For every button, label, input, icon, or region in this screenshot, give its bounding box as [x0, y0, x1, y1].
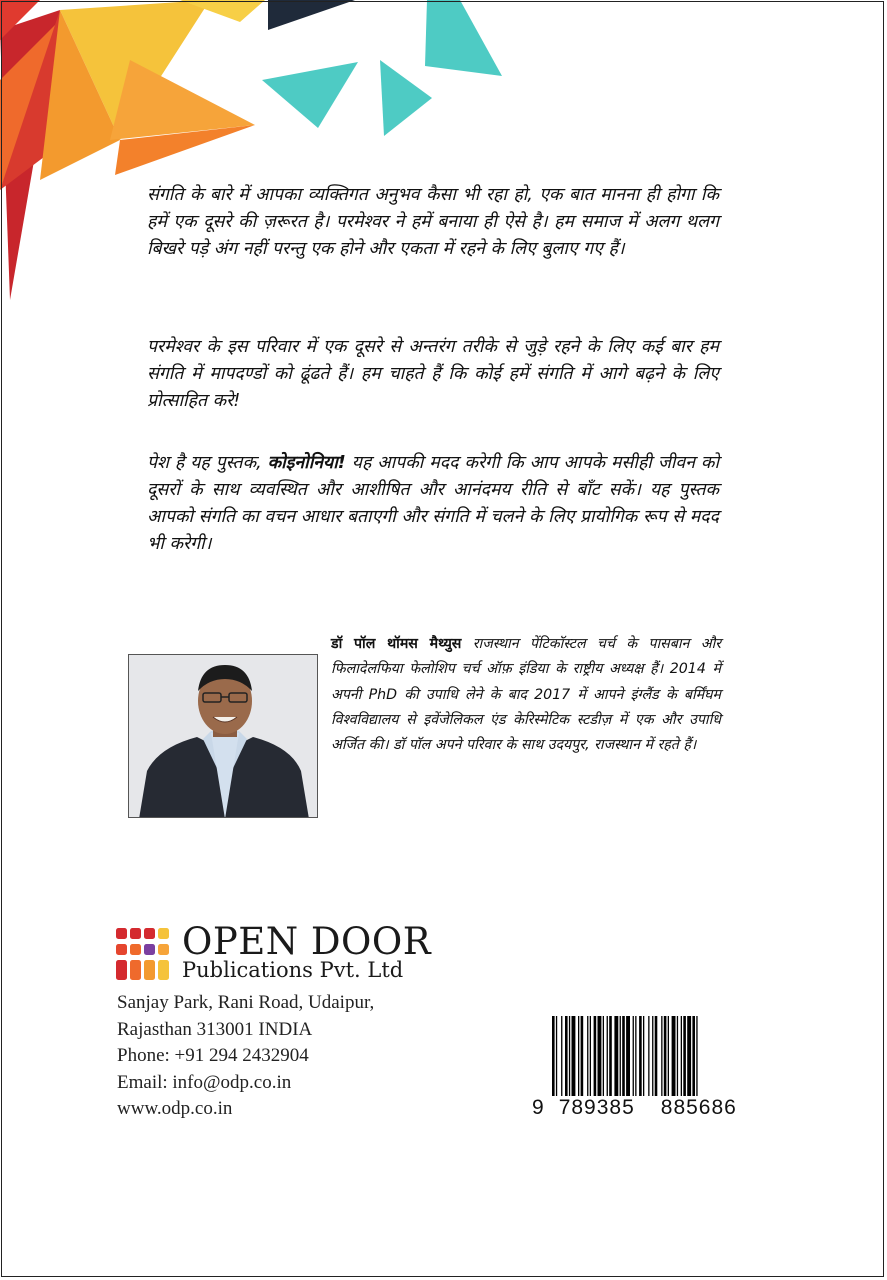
address-line-2: Rajasthan 313001 INDIA: [117, 1018, 313, 1040]
author-bio: [331, 632, 721, 758]
barcode-bar: [639, 1016, 642, 1098]
barcode-bar: [622, 1016, 625, 1098]
barcode-bar: [668, 1016, 669, 1098]
publisher-contact: [117, 990, 374, 1123]
publisher-logo: [116, 920, 436, 986]
barcode-bar: [661, 1016, 662, 1098]
isbn-group-1: 789385: [558, 1096, 635, 1119]
isbn-first-digit: 9: [532, 1096, 545, 1119]
barcode-bar: [603, 1016, 604, 1098]
barcode-bar: [609, 1016, 612, 1098]
barcode-bar: [655, 1016, 658, 1098]
barcode-bar: [598, 1016, 602, 1098]
barcode-bar: [652, 1016, 653, 1098]
book-title: कोइनोनिया!: [267, 453, 346, 473]
triangle-teal-1: [262, 62, 358, 128]
publisher-name: OPEN DOOR: [182, 920, 432, 963]
publisher-logo-icon: [116, 928, 174, 982]
barcode-bar: [587, 1016, 588, 1098]
barcode-bar: [578, 1016, 579, 1098]
triangle-navy: [268, 0, 355, 30]
barcode-bar: [581, 1016, 584, 1098]
address-line-1: Sanjay Park, Rani Road, Udaipur,: [117, 992, 375, 1013]
isbn-group-2: 885686: [660, 1096, 737, 1119]
phone-text: Phone: +91 294 2432904: [117, 1045, 309, 1066]
author-bio-text: राजस्थान पेंटिकॉस्टल चर्च के पासबान और फिलादेलफिया फेलोशिप चर्च ऑफ़ इंडिया के राष्ट्रीय अध्यक्ष हैं। 2014 में अपनी PhD की उपाधि लेने के बाद 2017 में आपने इंग्लैंड के बर्मिंघम विश्वविद्यालय से इवेंजेलिकल एंड केरिस्मेटिक स्टडीज़ में एक और उपाधि अर्जित की। डॉ पॉल अपने परिवार के साथ उदयपुर, राजस्थान में रहते हैं।: [331, 636, 722, 754]
barcode-bar: [664, 1016, 667, 1098]
barcode-bar: [672, 1016, 676, 1098]
publisher-subtitle: Publications Pvt. Ltd: [182, 958, 404, 982]
author-name: डॉ पॉल थॉमस मैथ्युस: [331, 636, 462, 652]
barcode-bar: [692, 1016, 695, 1098]
blurb-paragraph-3: [147, 450, 719, 558]
blurb-p3-intro: पेश है यह पुस्तक,: [147, 453, 262, 473]
barcode-bar: [635, 1016, 636, 1098]
barcode-bar: [590, 1016, 591, 1098]
blurb-paragraph-1: संगति के बारे में आपका व्यक्तिगत अनुभव कैसा भी रहा हो, एक बात मानना ही होगा कि हमें एक दूसरे की ज़रूरत है। परमेश्वर ने हमें बनाया ही ऐसे है। हम समाज में अलग थलग बिखरे पड़े अंग नहीं परन्तु एक होने और एकता में रहने के लिए बुलाए गए हैं।: [147, 185, 719, 259]
barcode-bar: [681, 1016, 682, 1098]
barcode-bar: [633, 1016, 634, 1098]
email-text: Email: info@odp.co.in: [117, 1071, 292, 1093]
blurb-p3-rest: यह आपकी मदद करेगी कि आप आपके मसीही जीवन को दूसरों के साथ व्यवस्थित और आशीषित और आनंदमय रीति से बाँट सकें। यह पुस्तक आपको संगति का वचन आधार बताएगी और संगति में चलने के लिए प्रायोगिक रूप से मदद भी करेगी।: [147, 453, 720, 554]
barcode-bar: [643, 1016, 644, 1098]
barcode-bar: [648, 1016, 649, 1098]
barcode-bar: [614, 1016, 618, 1098]
triangle-teal-3: [425, 0, 502, 76]
barcode-bar: [620, 1016, 621, 1098]
barcode-bar: [572, 1016, 576, 1098]
barcode-bar: [565, 1016, 568, 1098]
blurb-paragraph-2: परमेश्वर के इस परिवार में एक दूसरे से अन्तरंग तरीके से जुड़े रहने के लिए कई बार हम संगति में मापदण्डों को ढूंढते हैं। हम चाहते हैं कि कोई हमें संगति में आगे बढ़ने के लिए प्रोत्साहित करे!: [147, 337, 719, 411]
barcode-bar: [677, 1016, 678, 1098]
barcode-bar: [683, 1016, 686, 1098]
barcode-bar: [569, 1016, 570, 1098]
triangle-teal-2: [380, 60, 432, 136]
barcode-bar: [561, 1016, 562, 1098]
isbn-number: [530, 1096, 760, 1120]
barcode-bar: [607, 1016, 608, 1098]
barcode-bar: [687, 1016, 691, 1098]
barcode-bar: [594, 1016, 597, 1098]
author-photo: [128, 654, 318, 818]
decorative-triangles: [0, 0, 520, 310]
website-text: www.odp.co.in: [117, 1098, 233, 1119]
